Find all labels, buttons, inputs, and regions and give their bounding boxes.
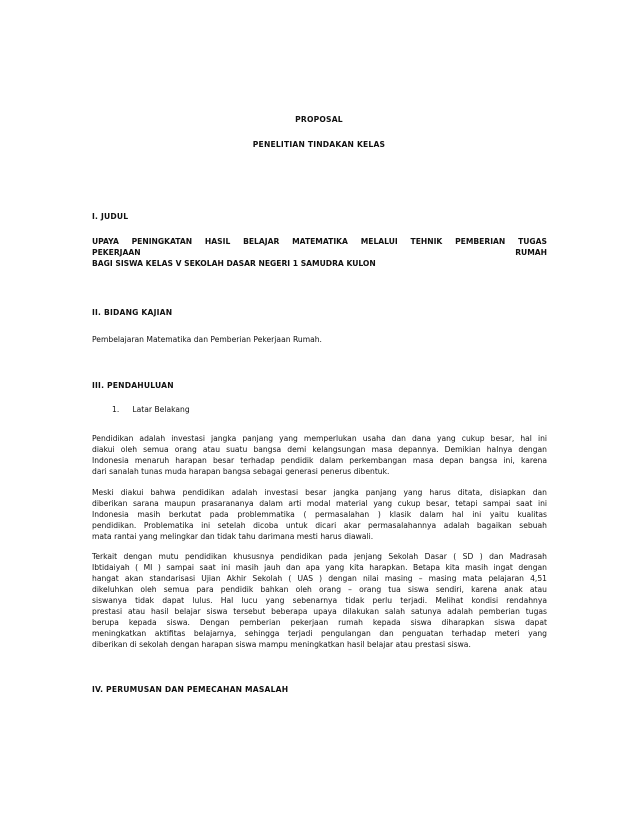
judul-line-2 (92, 247, 547, 258)
judul-line-3: BAGI SISWA KELAS V SEKOLAH DASAR NEGERI 1 SAMUDRA KULON (92, 259, 376, 268)
paragraph-line: berupa kepada siswa. Dengan pemberian pekerjaan rumah kepada siswa diharapkan siswa dapat (92, 618, 547, 627)
paragraph-line: hangat akan standarisasi Ujian Akhir Sekolah ( UAS ) dengan nilai masing – masing mata pelajaran 4,51 (92, 574, 547, 583)
judul-line-2-left: PEKERJAAN (92, 248, 141, 257)
paragraph-1 (92, 433, 547, 477)
paragraph-line: siswanya tidak dapat lulus. Hal lucu yang sebenarnya tidak perlu terjadi. Melihat kondisi rendahnya (92, 596, 547, 605)
section-heading-perumusan: IV. PERUMUSAN DAN PEMECAHAN MASALAH (92, 685, 289, 694)
paragraph-line: prestasi atau hasil belajar siswa tersebut beberapa upaya dilakukan salah satunya adalah pemberian tugas (92, 607, 547, 616)
judul-line-2-right: RUMAH (515, 248, 547, 257)
paragraph-line: Ibtidaiyah ( MI ) sampai saat ini masih jauh dan apa yang kita harapkan. Betapa kita masih ingat dengan (92, 563, 547, 572)
judul-text (92, 236, 547, 269)
section-heading-judul: I. JUDUL (92, 212, 129, 221)
paragraph-2 (92, 487, 547, 542)
bidang-text: Pembelajaran Matematika dan Pemberian Pekerjaan Rumah. (92, 335, 322, 344)
judul-line-1: UPAYA PENINGKATAN HASIL BELAJAR MATEMATIKA MELALUI TEHNIK PEMBERIAN TUGAS (92, 237, 547, 246)
paragraph-line: diberikan di sekolah dengan harapan siswa mampu meningkatkan hasil belajar atau prestasi siswa. (92, 640, 471, 649)
paragraph-line: Terkait dengan mutu pendidikan khususnya pendidikan pada jenjang Sekolah Dasar ( SD ) dan Madrasah (92, 552, 547, 561)
paragraph-line: dikeluhkan oleh semua para pendidik bahkan oleh orang – orang tua siswa sendiri, karena anak atau (92, 585, 547, 594)
paragraph-line: Pendidikan adalah investasi jangka panjang yang memperlukan usaha dan dana yang cukup besar, hal ini (92, 434, 547, 443)
paragraph-3 (92, 551, 547, 650)
paragraph-line: mata rantai yang melingkar dan tidak tahu darimana mesti harus diawali. (92, 532, 374, 541)
subsection-latar-belakang (112, 405, 190, 414)
paragraph-line: pendidikan. Problematika ini setelah dicoba untuk dicari akar permasalahannya adalah bagaikan sebuah (92, 521, 547, 530)
subsection-label: Latar Belakang (132, 405, 190, 414)
paragraph-line: Meski diakui bahwa pendidikan adalah investasi besar jangka panjang yang harus ditata, disiapkan dan (92, 488, 547, 497)
document-title: PROPOSAL (295, 115, 343, 124)
paragraph-line: dari sanalah tunas muda harapan bangsa sebagai generasi penerus dibentuk. (92, 467, 390, 476)
paragraph-line: diberikan sarana maupun prasarananya dalam arti modal material yang cukup besar, tetapi sampai saat ini (92, 499, 547, 508)
section-heading-bidang: II. BIDANG KAJIAN (92, 308, 173, 317)
section-heading-pendahuluan: III. PENDAHULUAN (92, 381, 174, 390)
subsection-number: 1. (112, 405, 120, 414)
document-subtitle: PENELITIAN TINDAKAN KELAS (252, 140, 386, 149)
paragraph-line: diakui oleh semua orang atau suatu bangsa demi kelangsungan masa depannya. Demikian halnya dengan (92, 445, 547, 454)
paragraph-line: meningkatkan aktifitas belajarnya, sehingga terjadi pengulangan dan penguatan terhadap meteri yang (92, 629, 547, 638)
paragraph-line: Indonesia masih berkutat pada problemmatika ( permasalahan ) klasik dalam hal ini yaitu kualitas (92, 510, 547, 519)
paragraph-line: Indonesia menaruh harapan besar terhadap pendidik dalam perkembangan masa depan bangsa ini, karena (92, 456, 547, 465)
